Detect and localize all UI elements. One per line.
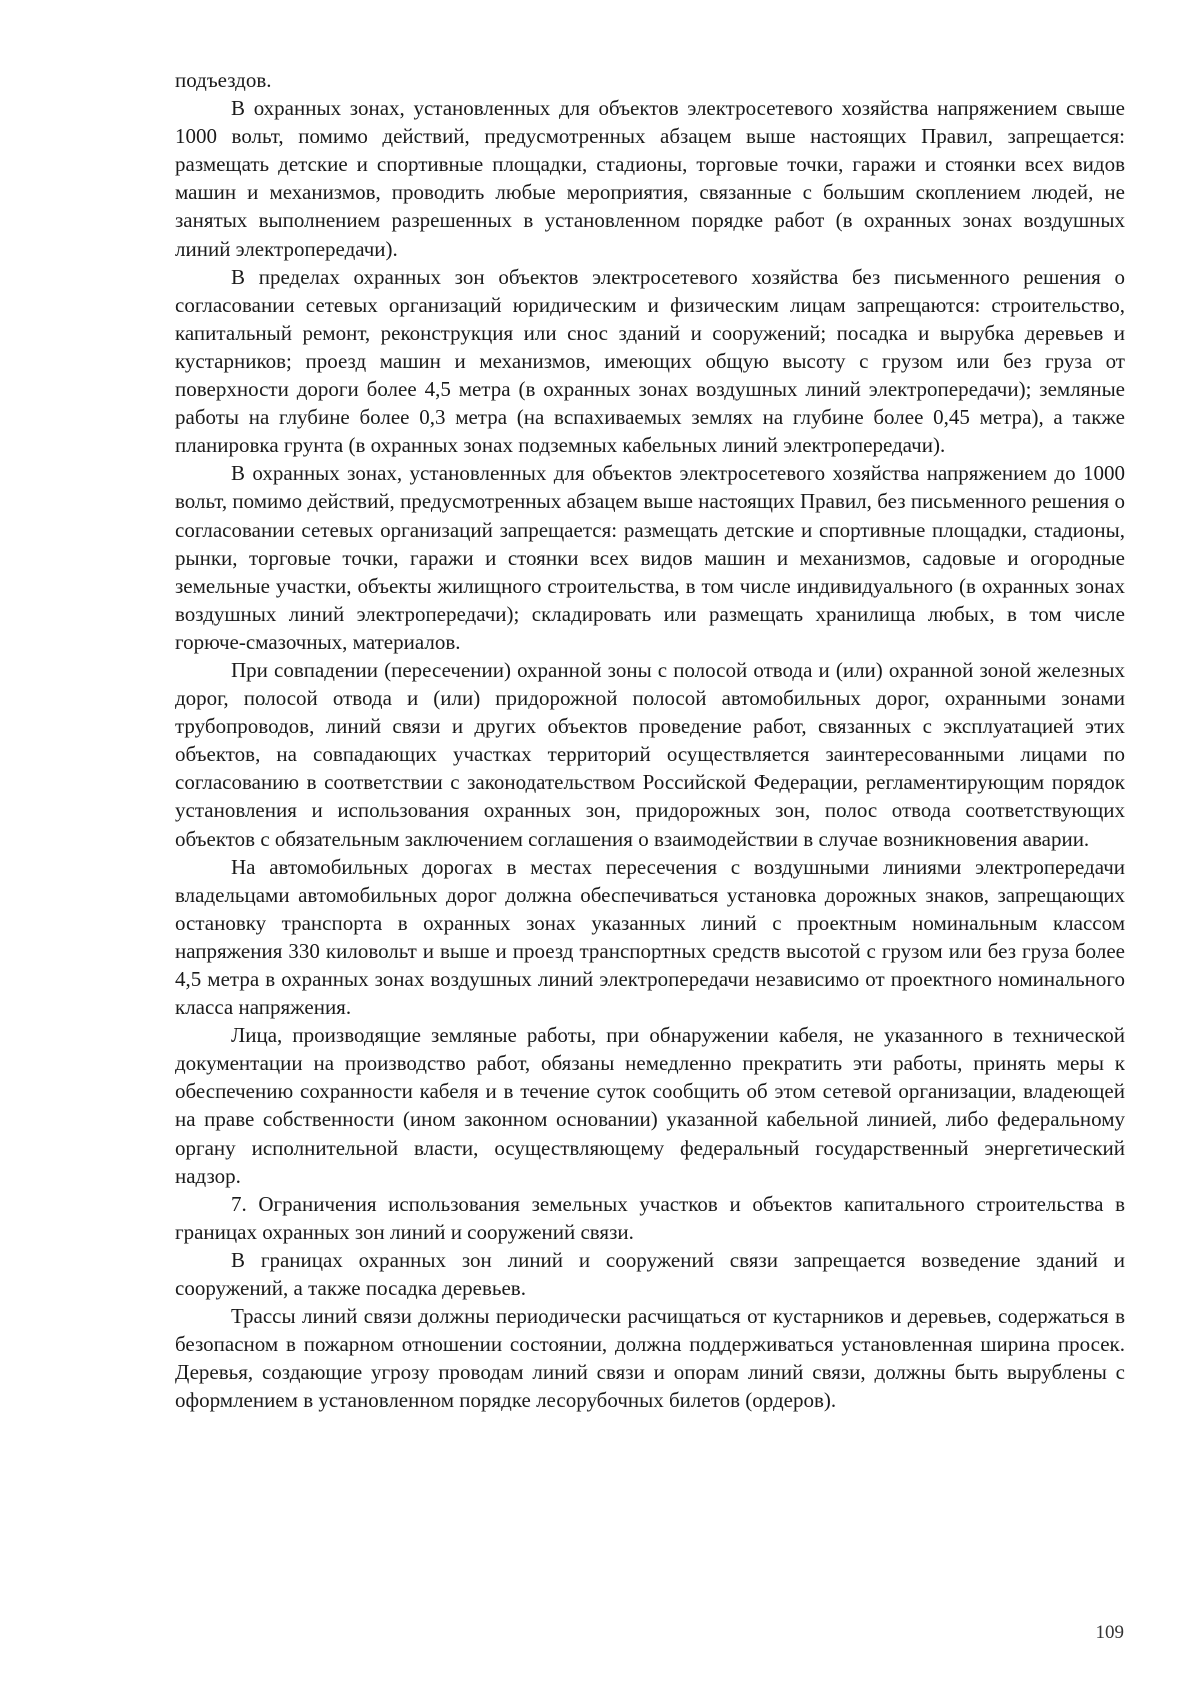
paragraph-10: Трассы линий связи должны периодически расчищаться от кустарников и деревьев, содержаться в безопасном в пожарном отношении состоянии, должна поддерживаться установленная ширина просек. Деревья, создающие угрозу проводам линий связи и опорам линий связи, должны быть вырублены с оформлением в установленном порядке лесорубочных билетов (ордеров). <box>175 1304 1125 1413</box>
document-body <box>175 66 1125 1415</box>
paragraph-6: На автомобильных дорогах в местах пересечения с воздушными линиями электропередачи владельцами автомобильных дорог должна обеспечиваться установка дорожных знаков, запрещающих остановку транспорта в охранных зонах указанных линий с проектным номинальным классом напряжения 330 киловольт и выше и проезд транспортных средств высотой с грузом или без груза более 4,5 метра в охранных зонах воздушных линий электропередачи независимо от проектного номинального класса напряжения. <box>175 854 1125 1020</box>
paragraph-2: В охранных зонах, установленных для объектов электросетевого хозяйства напряжением свыше 1000 вольт, помимо действий, предусмотренных абзацем выше настоящих Правил, запрещается: размещать детские и спортивные площадки, стадионы, торговые точки, гаражи и стоянки всех видов машин и механизмов, проводить любые мероприятия, связанные с большим скоплением людей, не занятых выполнением разрешенных в установленном порядке работ (в охранных зонах воздушных линий электропередачи). <box>175 96 1125 261</box>
paragraph-4: В охранных зонах, установленных для объектов электросетевого хозяйства напряжением до 1000 вольт, помимо действий, предусмотренных абзацем выше настоящих Правил, без письменного решения о согласовании сетевых организаций запрещается: размещать детские и спортивные площадки, стадионы, рынки, торговые точки, гаражи и стоянки всех видов машин и механизмов, садовые и огородные земельные участки, объекты жилищного строительства, в том числе индивидуального (в охранных зонах воздушных линий электропередачи); складировать или размещать хранилища любых, в том числе горюче-смазочных, материалов. <box>175 461 1125 654</box>
paragraph-1: подъездов. <box>175 68 272 92</box>
paragraph-5: При совпадении (пересечении) охранной зоны с полосой отвода и (или) охранной зоной железных дорог, полосой отвода и (или) придорожной полосой автомобильных дорог, охранными зонами трубопроводов, линий связи и других объектов проведение работ, связанных с эксплуатацией этих объектов, на совпадающих участках территорий осуществляется заинтересованными лицами по согласованию в соответствии с законодательством Российской Федерации, регламентирующим порядок установления и использования охранных зон, придорожных зон, полос отвода соответствующих объектов с обязательным заключением соглашения о взаимодействии в случае возникновения аварии. <box>175 657 1125 851</box>
paragraph-3: В пределах охранных зон объектов электросетевого хозяйства без письменного решения о согласовании сетевых организаций юридическим и физическим лицам запрещаются: строительство, капитальный ремонт, реконструкция или снос зданий и сооружений; посадка и вырубка деревьев и кустарников; проезд машин и механизмов, имеющих общую высоту с грузом или без груза от поверхности дороги более 4,5 метра (в охранных зонах воздушных линий электропередачи); земляные работы на глубине более 0,3 метра (на вспахиваемых землях на глубине более 0,45 метра), а также планировка грунта (в охранных зонах подземных кабельных линий электропередачи). <box>175 264 1125 458</box>
page-number: 109 <box>1095 1622 1124 1643</box>
section-heading: 7. Ограничения использования земельных участков и объектов капитального строительства в границах охранных зон линий и сооружений связи. <box>175 1191 1125 1244</box>
paragraph-7: Лица, производящие земляные работы, при обнаружении кабеля, не указанного в технической документации на производство работ, обязаны немедленно прекратить эти работы, принять меры к обеспечению сохранности кабеля и в течение суток сообщить об этом сетевой организации, владеющей на праве собственности (ином законном основании) указанной кабельной линией, либо федеральному органу исполнительной власти, осуществляющему федеральный государственный энергетический надзор. <box>175 1023 1125 1188</box>
paragraph-9: В границах охранных зон линий и сооружений связи запрещается возведение зданий и сооружений, а также посадка деревьев. <box>175 1247 1125 1301</box>
